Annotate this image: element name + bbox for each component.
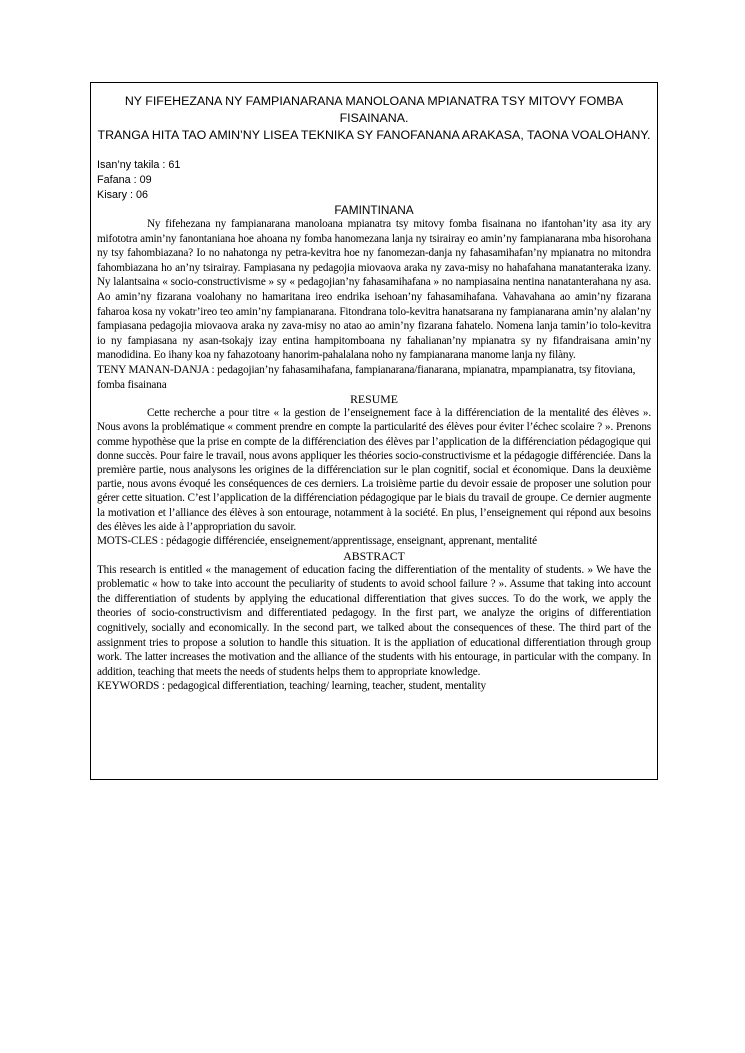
page-count: Isan’ny takila : 61: [97, 159, 181, 171]
famintinana-heading: FAMINTINANA: [334, 203, 414, 217]
resume-heading: RESUME: [350, 392, 398, 407]
famintinana-keywords: TENY MANAN-DANJA : pedagojian’ny fahasamihafana, fampianarana/fianarana, mpianatra, mpampianatra, tsy fitoviana, fomba fisainana: [97, 363, 636, 391]
abstract-box: [90, 82, 658, 780]
figure-count: Kisary : 06: [97, 189, 149, 201]
table-count: Fafana : 09: [97, 174, 152, 186]
abstract-keywords: KEYWORDS : pedagogical differentiation, teaching/ learning, teacher, student, mentality: [97, 680, 486, 693]
resume-body: Cette recherche a pour titre « la gestion de l’enseignement face à la différenciation de la mentalité des élèves ». Nous avons la problématique « comment prendre en compte la particularité des élèves pour éviter l’échec scolaire ? ». Prenons comme hypothèse que la prise en compte de la différenciation des élèves par l’application de la différenciation pédagogique qui donne succès. Pour faire le travail, nous avons appliquer les théories socio-constructivisme et la pédagogie différenciée. Dans la première partie, nous analysons les origines de la différenciation sur le plan cognitif, social et économique. Dans la deuxième partie, nous avons évoqué les conséquences de ces derniers. La troisième partie du devoir essaie de proposer une solution pour gérer cette situation. C’est l’application de la différenciation pédagogique par le biais du travail de groupe. Ce dernier augmente la motivation et l’alliance des élèves à son entourage, notamment à la société. En plus, l’enseignement qui répond aux besoins des élèves les aide à l’appropriation du savoir.: [97, 407, 651, 533]
resume-keywords: MOTS-CLES : pédagogie différenciée, enseignement/apprentissage, enseignant, apprenant, mentalité: [97, 534, 537, 547]
title-line-1: NY FIFEHEZANA NY FAMPIANARANA MANOLOANA MPIANATRA TSY MITOVY FOMBA FISAINANA.: [124, 94, 624, 125]
abstract-heading: ABSTRACT: [343, 548, 405, 563]
document-title: [97, 93, 651, 144]
famintinana-body: Ny fifehezana ny fampianarana manoloana mpianatra tsy mitovy fomba fisainana no ifantohan’ity asa ity ary mifototra amin’ny fanontaniana hoe ahoana ny fomba hanomezana lanja ny tsirairay eo amin’ny fampianarana mba hisorohana ny tsy fahombiazana? Io no nahatonga ny petra-kevitra hoe ny fanomezan-danja ny fahasamihafan’ny mpianatra no mitondra fahombiazana ho an’ny tsirairay. Fampiasana ny pedagojia miovaova araka ny zava-misy no hahafahana manatanteraka izany. Ny lalantsaina « socio-constructivisme » sy « pedagojian’ny fahasamihafana » no nampiasaina nentina nanatanterahana ny asa. Ao amin’ny fizarana voalohany no hamaritana ireo endrika isehoan’ny fahasamihafana. Vahavahana ao amin’ny fizarana faharoa kosa ny vokatr’ireo teo amin’ny fampianarana. Fitondrana tolo-kevitra hanatsarana ny fampianarana amin’ny alalan’ny fampiasana pedagojia miovaova araka ny zava-misy no atao ao amin’ny fizarana fahatelo. Nomena lanja tamin’io tolo-kevitra io ny fampiasana ny asan-tsokajy izay entina hampitomboana ny fahalianan’ny mpianatra sy ny fifandraisana amin’ny manodidina. Eo ihany koa ny fahazotoany hanorim-pahalalana noho ny fampianarana manome lanja ny filàny.: [97, 218, 651, 362]
title-line-2: TRANGA HITA TAO AMIN’NY LISEA TEKNIKA SY FANOFANANA ARAKASA, TAONA VOALOHANY.: [97, 128, 651, 142]
document-meta: [97, 158, 651, 203]
abstract-body: This research is entitled « the management of education facing the differentiation of the mentality of students. » We have the problematic « how to take into account the peculiarity of students to avoid school failure ? ». Assume that taking into account the differentiation of students by applying the educational differentiation that gives succes. To do the work, we apply the theories of socio-constructivism and differentiated pedagogy. In the first part, we analyze the origins of differentiation cognitively, socially and economically. In the second part, we talked about the consequences of these. The third part of the assignment tries to propose a solution to handle this situation. It is the appliation of educational differentiation through group work. The latter increases the motivation and the alliance of the students with his entourage, in particular with the company. In addition, teaching that meets the needs of students helps them to appropriate knowledge.: [97, 563, 651, 678]
